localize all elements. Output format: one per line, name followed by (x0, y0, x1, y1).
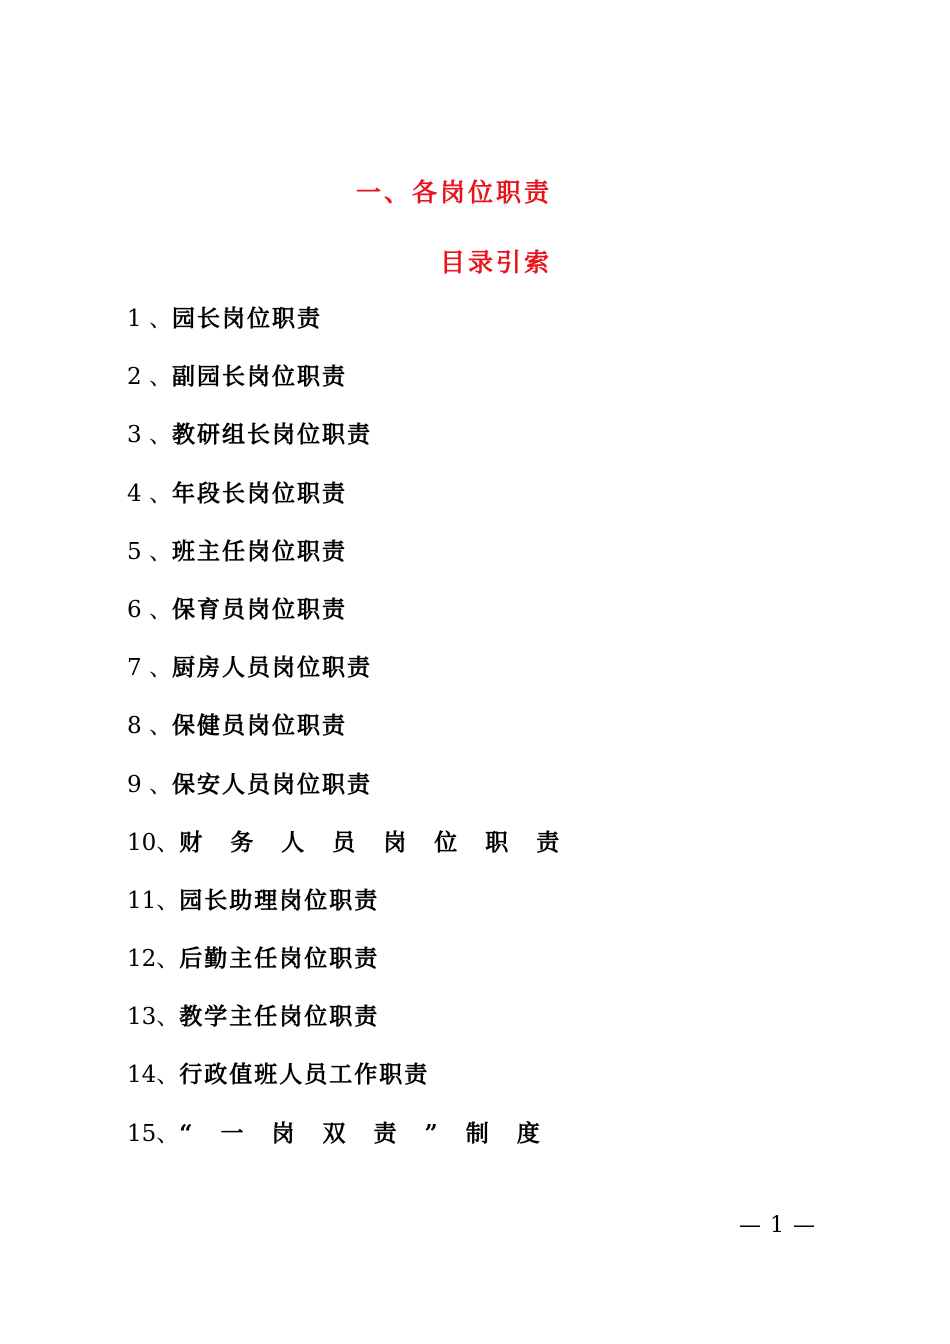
toc-item-number: 8 、 (127, 713, 172, 740)
toc-item-label: 保育员岗位职责 (171, 595, 347, 623)
toc-item (127, 942, 587, 1000)
toc-item (127, 477, 587, 535)
toc-item-number: 9 、 (127, 771, 172, 798)
toc-item (127, 1058, 587, 1116)
toc-item-label: 教学主任岗位职责 (179, 1003, 380, 1031)
toc-item-number: 5 、 (127, 538, 172, 565)
toc-item-number: 1 、 (127, 306, 172, 332)
toc-item-number: 4 、 (127, 480, 172, 507)
toc-item-label: 教研组长岗位职责 (171, 421, 372, 449)
toc-item (127, 1117, 587, 1175)
toc-item-number: 3 、 (127, 422, 172, 449)
toc-item-number: 15、 (127, 1120, 180, 1147)
toc-item (127, 418, 587, 476)
toc-item-label: 园长岗位职责 (171, 305, 322, 332)
toc-item (127, 360, 587, 418)
toc-item-label: 副园长岗位职责 (171, 363, 347, 391)
toc-item-label: 保安人员岗位职责 (171, 770, 372, 798)
toc-item (127, 884, 587, 942)
toc-item (127, 593, 587, 651)
toc-title: 目录引索 (439, 248, 552, 277)
toc-item-number: 11、 (127, 887, 180, 914)
toc-item-label: 后勤主任岗位职责 (179, 945, 380, 973)
toc-list (127, 302, 587, 1175)
toc-item-number: 13、 (127, 1004, 180, 1031)
toc-item (127, 535, 587, 593)
toc-item-number: 7 、 (127, 655, 172, 682)
toc-item-label: 班主任岗位职责 (171, 537, 347, 565)
toc-item-label: 园长助理岗位职责 (179, 886, 380, 914)
toc-item-label: “一岗双责”制度 (179, 1119, 568, 1147)
toc-item-label: 厨房人员岗位职责 (171, 654, 372, 682)
section-title: 一、各岗位职责 (355, 178, 552, 207)
toc-item (127, 709, 587, 767)
toc-item-label: 财务人员岗位职责 (179, 828, 588, 856)
toc-item-number: 10、 (127, 829, 180, 856)
toc-item-number: 2 、 (127, 364, 172, 391)
toc-item (127, 768, 587, 826)
toc-item-number: 14、 (127, 1062, 180, 1089)
toc-item-label: 保健员岗位职责 (171, 712, 347, 740)
toc-item-number: 6 、 (127, 596, 172, 623)
toc-item-label: 行政值班人员工作职责 (179, 1061, 430, 1089)
toc-item (127, 826, 587, 884)
toc-item (127, 302, 587, 360)
toc-item (127, 1000, 587, 1058)
toc-item-number: 12、 (127, 946, 180, 973)
toc-item (127, 651, 587, 709)
page-number: — 1 — (739, 1213, 816, 1238)
toc-item-label: 年段长岗位职责 (171, 479, 347, 507)
